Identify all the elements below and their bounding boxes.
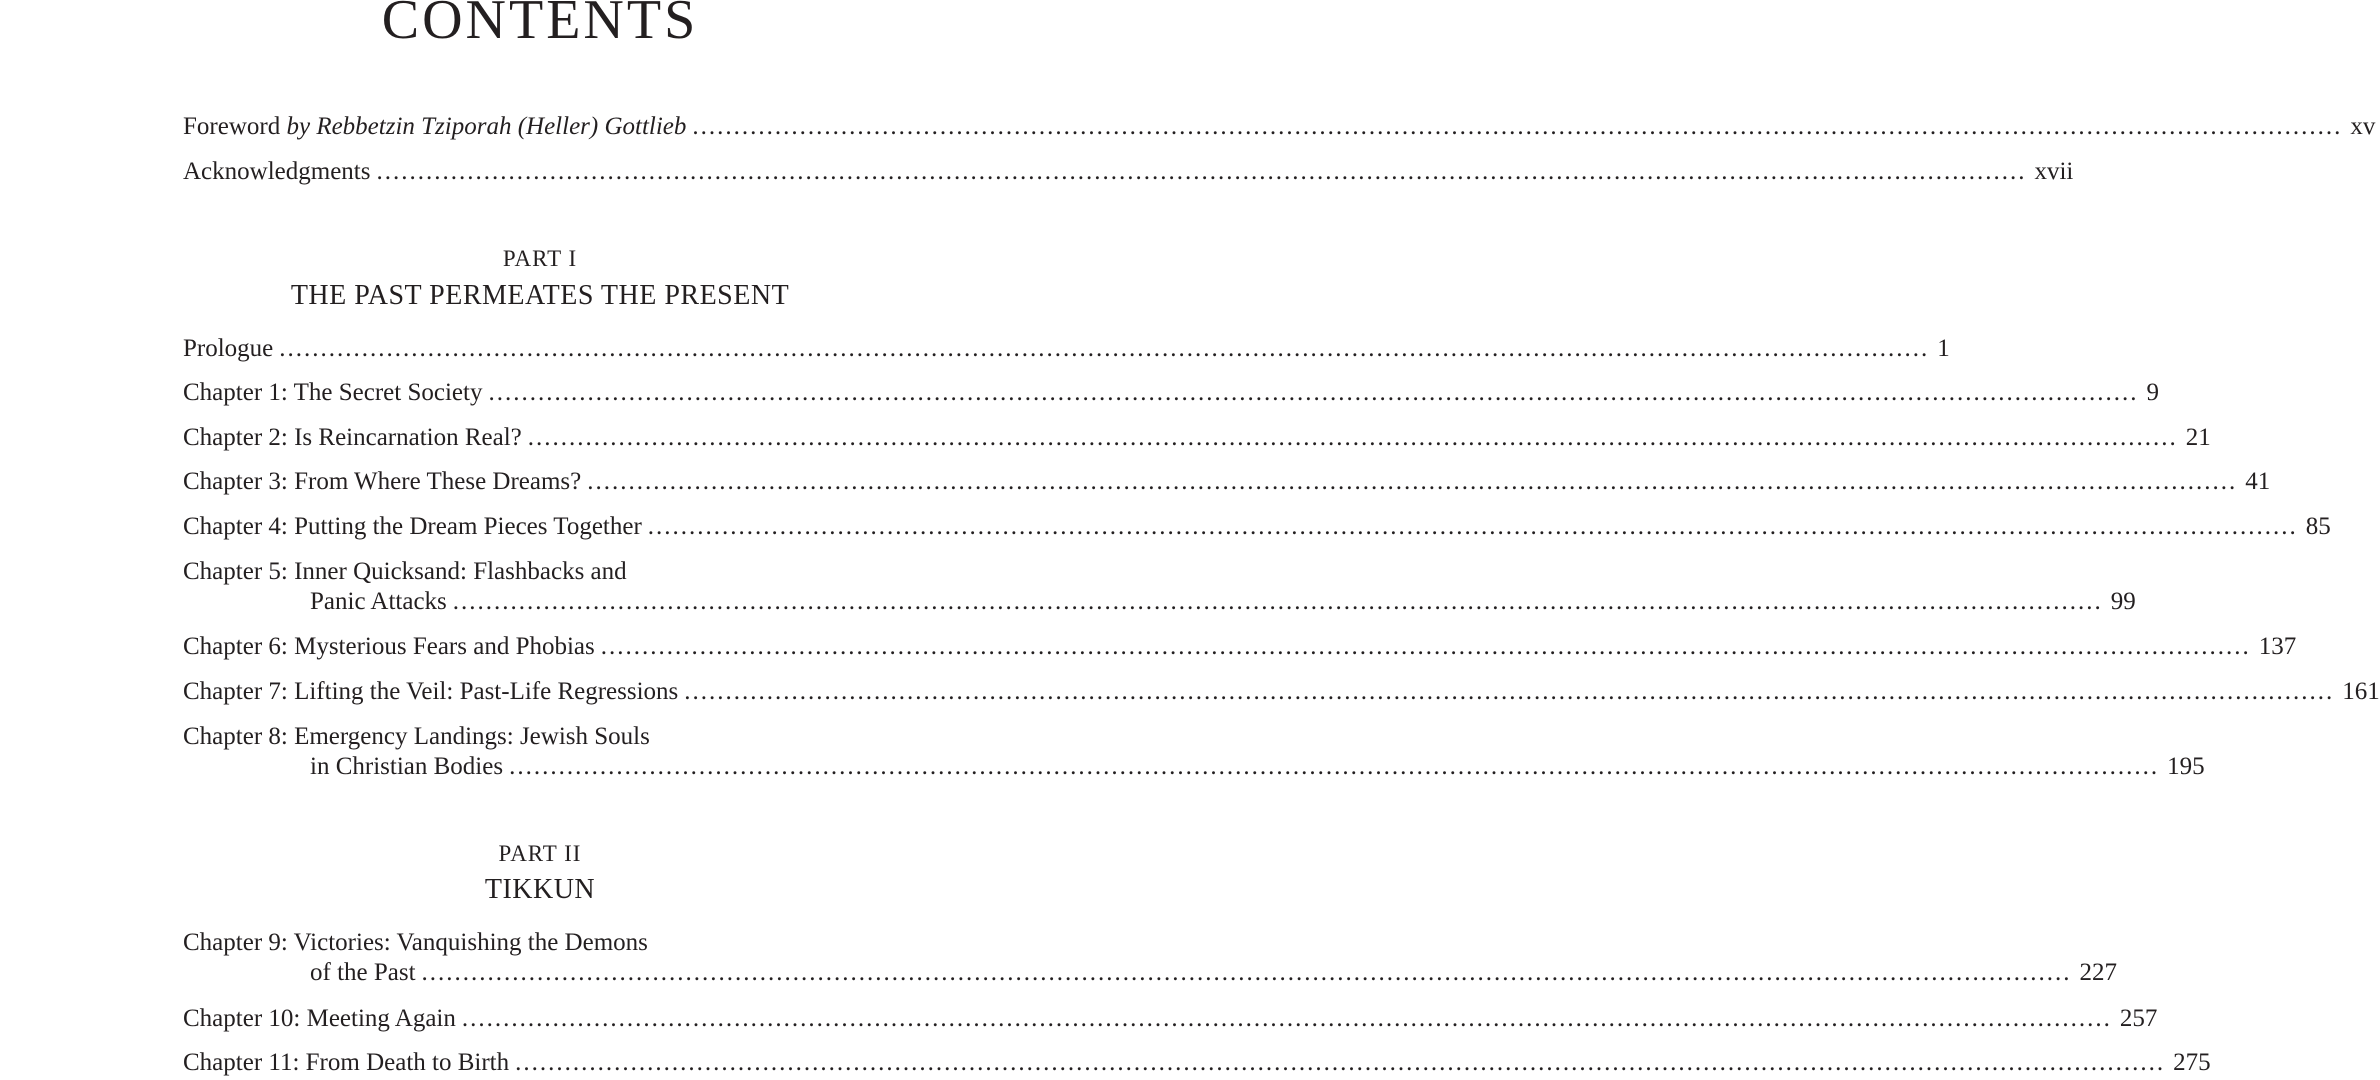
toc-entry-foreword[interactable] <box>183 112 2376 142</box>
toc-entry-chapter-8[interactable] <box>183 722 2205 782</box>
toc-entry-page: 257 <box>2119 1005 2158 1032</box>
toc-entry-title: Chapter 4: Putting the Dream Pieces Together <box>183 513 642 540</box>
toc-entry-chapter-9[interactable] <box>183 928 2118 988</box>
toc-entry-title-continuation: of the Past <box>310 959 416 986</box>
toc-entry-page: 9 <box>2146 379 2159 406</box>
part-2-title: TIKKUN <box>484 874 596 905</box>
dot-leader: ........................................................................................................................................................................................................ <box>279 335 1930 362</box>
dot-leader: ........................................................................................................................................................................................................ <box>376 158 2027 185</box>
toc-entry-page: 99 <box>2110 588 2136 615</box>
toc-entry-title: Foreword by Rebbetzin Tziporah (Heller) Gottlieb <box>183 113 687 140</box>
dot-leader: ........................................................................................................................................................................................................ <box>527 424 2178 451</box>
dot-leader: ........................................................................................................................................................................................................ <box>684 678 2335 705</box>
page-title: CONTENTS <box>381 0 699 51</box>
toc-entry-chapter-5[interactable] <box>183 557 2136 617</box>
toc-entry-title-continuation: Panic Attacks <box>310 588 447 615</box>
dot-leader: ........................................................................................................................................................................................................ <box>461 1005 2112 1032</box>
toc-entry-title: Chapter 1: The Secret Society <box>183 379 483 406</box>
toc-entry-title: Chapter 11: From Death to Birth <box>183 1049 510 1076</box>
toc-entry-page: 21 <box>2185 424 2211 451</box>
toc-entry-chapter-10[interactable] <box>183 1004 2158 1034</box>
toc-entry-title: Chapter 9: Victories: Vanquishing the Demons <box>183 929 648 956</box>
dot-leader: ........................................................................................................................................................................................................ <box>488 379 2139 406</box>
dot-leader: ........................................................................................................................................................................................................ <box>692 113 2343 140</box>
toc-entry-page: 41 <box>2245 468 2271 495</box>
toc-entry-prologue[interactable] <box>183 334 1950 364</box>
dot-leader: ........................................................................................................................................................................................................ <box>587 468 2238 495</box>
toc-entry-title: Chapter 5: Inner Quicksand: Flashbacks and <box>183 558 627 585</box>
toc-entry-title-continuation: in Christian Bodies <box>310 753 504 780</box>
toc-entry-page: 275 <box>2173 1049 2211 1076</box>
toc-entry-page: 161 <box>2342 678 2380 705</box>
dot-leader: ........................................................................................................................................................................................................ <box>509 753 2160 780</box>
toc-entry-page: 227 <box>2079 959 2118 986</box>
toc-entry-chapter-1[interactable] <box>183 378 2159 408</box>
toc-entry-author: by Rebbetzin Tziporah (Heller) Gottlieb <box>286 113 687 140</box>
toc-entry-page: xv <box>2350 113 2376 140</box>
part-1-title: THE PAST PERMEATES THE PRESENT <box>290 280 790 311</box>
toc-entry-title: Chapter 8: Emergency Landings: Jewish Souls <box>183 723 650 750</box>
part-1-label: PART I <box>502 246 578 271</box>
toc-entry-title: Acknowledgments <box>183 158 371 185</box>
dot-leader: ........................................................................................................................................................................................................ <box>452 588 2103 615</box>
toc-entry-page: 1 <box>1937 335 1950 362</box>
dot-leader: ........................................................................................................................................................................................................ <box>421 959 2072 986</box>
toc-entry-chapter-4[interactable] <box>183 512 2331 542</box>
toc-entry-chapter-2[interactable] <box>183 423 2211 453</box>
toc-entry-title: Chapter 2: Is Reincarnation Real? <box>183 424 522 451</box>
toc-entry-title: Chapter 7: Lifting the Veil: Past-Life Regressions <box>183 678 679 705</box>
toc-entry-title: Chapter 3: From Where These Dreams? <box>183 468 582 495</box>
toc-entry-chapter-7[interactable] <box>183 677 2380 707</box>
toc-entry-page: 137 <box>2258 633 2297 660</box>
toc-entry-page: 195 <box>2167 753 2205 780</box>
toc-entry-chapter-6[interactable] <box>183 632 2297 662</box>
toc-entry-page: 85 <box>2305 513 2331 540</box>
toc-entry-chapter-11[interactable] <box>183 1048 2211 1078</box>
toc-entry-page: xvii <box>2034 158 2074 185</box>
dot-leader: ........................................................................................................................................................................................................ <box>515 1049 2166 1076</box>
toc-entry-title: Prologue <box>183 335 274 362</box>
toc-entry-acknowledgments[interactable] <box>183 157 2074 187</box>
toc-entry-title: Chapter 10: Meeting Again <box>183 1005 456 1032</box>
toc-entry-title: Chapter 6: Mysterious Fears and Phobias <box>183 633 595 660</box>
dot-leader: ........................................................................................................................................................................................................ <box>600 633 2251 660</box>
part-2-label: PART II <box>498 841 582 866</box>
dot-leader: ........................................................................................................................................................................................................ <box>647 513 2298 540</box>
toc-entry-chapter-3[interactable] <box>183 467 2271 497</box>
table-of-contents <box>183 0 2380 1080</box>
